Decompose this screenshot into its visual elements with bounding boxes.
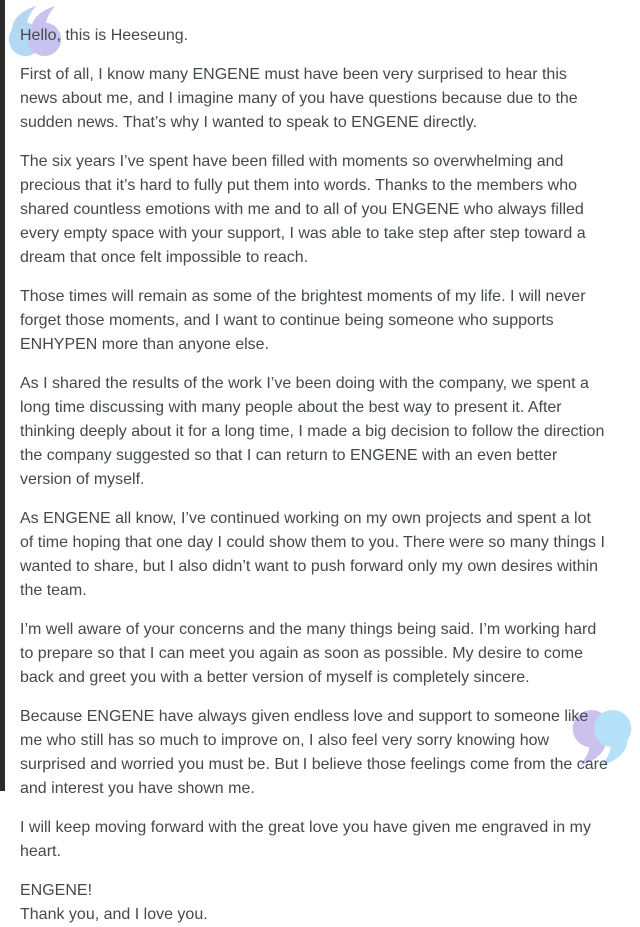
letter-paragraph: Because ENGENE have always given endless love and support to someone like me who still has so much to improve on, I also feel very sorry knowing how surprised and worried you must be. But I believe those feelings come from the care and interest you have shown me. — [20, 708, 608, 797]
letter-paragraph: First of all, I know many ENGENE must have been very surprised to hear this news about me, and I imagine many of you have questions because due to the sudden news. That’s why I wanted to speak to ENGENE directly. — [20, 66, 578, 131]
letter-paragraph: I’m well aware of your concerns and the many things being said. I’m working hard to prepare so that I can meet you again as soon as possible. My desire to come back and greet you with a better version of myself is completely sincere. — [20, 621, 597, 686]
letter-paragraph: Hello, this is Heeseung. — [20, 27, 189, 44]
closing-line-thankyou: Thank you, and I love you. — [20, 906, 208, 923]
closing-line-engene: ENGENE! — [20, 882, 93, 899]
letter-closing — [20, 879, 608, 927]
letter-paragraph: As I shared the results of the work I’ve been doing with the company, we spent a long time discussing with many people about the best way to present it. After thinking deeply about it for a long time, I made a big decision to follow the direction the company suggested so that I can return to ENGENE with an even better version of myself. — [20, 375, 605, 488]
letter-paragraph: Those times will remain as some of the brightest moments of my life. I will never forget those moments, and I want to continue being someone who supports ENHYPEN more than anyone else. — [20, 288, 586, 353]
letter-paragraph: As ENGENE all know, I’ve continued working on my own projects and spent a lot of time hoping that one day I could show them to you. There were so many things I wanted to share, but I also didn’t want to push forward only my own desires within the team. — [20, 510, 605, 599]
letter-paragraph: The six years I’ve spent have been filled with moments so overwhelming and precious that it’s hard to fully put them into words. Thanks to the members who shared countless emotions with me and to all of you ENGENE who always filled every empty space with your support, I was able to take step after step toward a dream that once felt impossible to reach. — [20, 153, 586, 266]
letter-paragraph: I will keep moving forward with the great love you have given me engraved in my heart. — [20, 819, 591, 860]
